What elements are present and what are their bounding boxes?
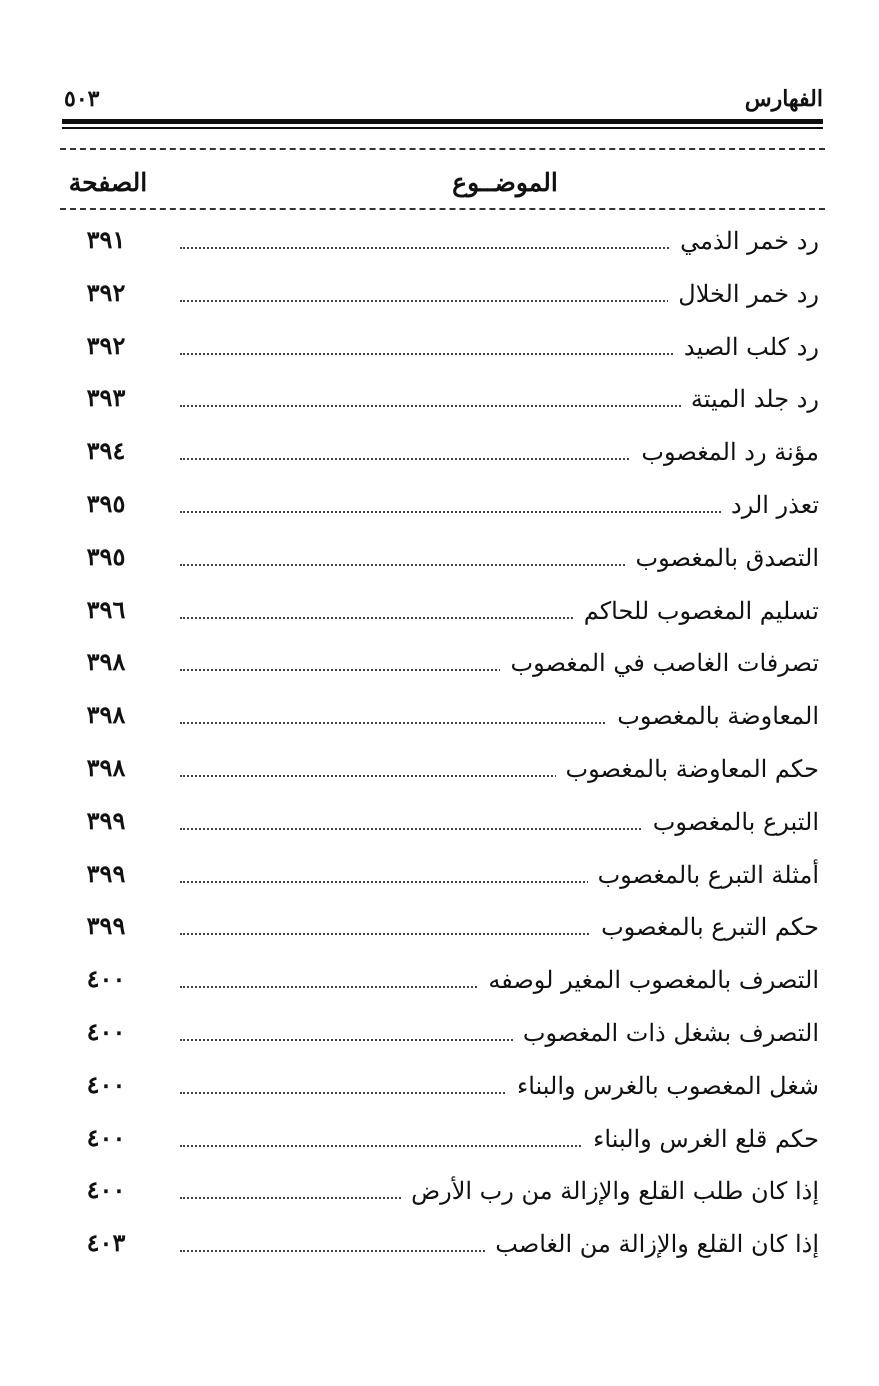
index-entry: [0, 1222, 879, 1275]
entry-page-number: ٣٩٣: [86, 383, 126, 413]
entry-topic: حكم التبرع بالمغصوب: [591, 913, 819, 941]
entry-page-number: ٤٠٠: [86, 1069, 126, 1099]
entry-page-number: ٣٩٢: [86, 330, 126, 360]
running-title: الفهارس: [744, 86, 823, 112]
running-header: [62, 84, 823, 118]
header-rule-thin: [62, 127, 823, 129]
entry-page-number: ٤٠٠: [86, 964, 126, 994]
entry-page-number: ٤٠٠: [86, 1175, 126, 1205]
column-header-dashed-rule: [60, 208, 825, 210]
entry-topic: المعاوضة بالمغصوب: [607, 702, 819, 730]
entry-page-number: ٤٠٣: [86, 1228, 126, 1258]
index-entries: [0, 219, 879, 1275]
entry-page-number: ٣٩٨: [86, 752, 126, 782]
entry-topic: إذا كان القلع والإزالة من الغاصب: [485, 1230, 819, 1258]
entry-topic: شغل المغصوب بالغرس والبناء: [507, 1072, 819, 1100]
index-entry: [0, 325, 879, 378]
table-top-dashed-rule: [60, 148, 825, 150]
entry-topic: التبرع بالمغصوب: [643, 808, 819, 836]
entry-page-number: ٣٩٥: [86, 541, 126, 571]
entry-page-number: ٣٩٦: [86, 594, 126, 624]
entry-topic: رد جلد الميتة: [681, 385, 819, 413]
column-header-page: الصفحة: [68, 168, 148, 197]
index-entry: [0, 694, 879, 747]
entry-topic: رد خمر الذمي: [670, 227, 819, 255]
index-entry: [0, 747, 879, 800]
entry-page-number: ٣٩٢: [86, 277, 126, 307]
entry-page-number: ٤٠٠: [86, 1016, 126, 1046]
entry-topic: تصرفات الغاصب في المغصوب: [500, 649, 819, 677]
index-entry: [0, 1117, 879, 1170]
entry-topic: إذا كان طلب القلع والإزالة من رب الأرض: [401, 1177, 819, 1205]
entry-topic: حكم قلع الغرس والبناء: [583, 1125, 819, 1153]
index-entry: [0, 641, 879, 694]
entry-topic: أمثلة التبرع بالمغصوب: [588, 861, 819, 889]
entry-topic: التصدق بالمغصوب: [626, 544, 819, 572]
entry-topic: التصرف بالمغصوب المغير لوصفه: [478, 966, 819, 994]
page-number: ٥٠٣: [64, 86, 100, 112]
entry-page-number: ٣٩٥: [86, 488, 126, 518]
index-entry: [0, 958, 879, 1011]
index-entry: [0, 483, 879, 536]
entry-page-number: ٣٩٨: [86, 700, 126, 730]
index-entry: [0, 536, 879, 589]
entry-topic: حكم المعاوضة بالمغصوب: [556, 755, 819, 783]
entry-topic: تسليم المغصوب للحاكم: [574, 597, 819, 625]
header-rule-thick: [62, 119, 823, 124]
entry-page-number: ٣٩١: [86, 225, 126, 254]
index-entry: [0, 905, 879, 958]
index-entry: [0, 272, 879, 325]
column-header-topic: الموضــوع: [452, 168, 558, 197]
entry-page-number: ٣٩٤: [86, 436, 126, 466]
entry-page-number: ٣٩٩: [86, 911, 126, 941]
index-entry: [0, 800, 879, 853]
entry-topic: رد خمر الخلال: [668, 280, 819, 308]
entry-page-number: ٣٩٩: [86, 858, 126, 888]
index-entry: [0, 1011, 879, 1064]
index-entry: [0, 853, 879, 906]
index-entry: [0, 589, 879, 642]
index-entry: [0, 430, 879, 483]
index-entry: [0, 219, 879, 272]
entry-page-number: ٣٩٩: [86, 805, 126, 835]
entry-page-number: ٤٠٠: [86, 1122, 126, 1152]
entry-topic: مؤنة رد المغصوب: [631, 438, 819, 466]
entry-topic: تعذر الرد: [721, 491, 819, 519]
index-entry: [0, 1064, 879, 1117]
entry-topic: رد كلب الصيد: [674, 333, 819, 361]
entry-topic: التصرف بشغل ذات المغصوب: [513, 1019, 819, 1047]
entry-page-number: ٣٩٨: [86, 647, 126, 677]
index-entry: [0, 377, 879, 430]
index-entry: [0, 1169, 879, 1222]
